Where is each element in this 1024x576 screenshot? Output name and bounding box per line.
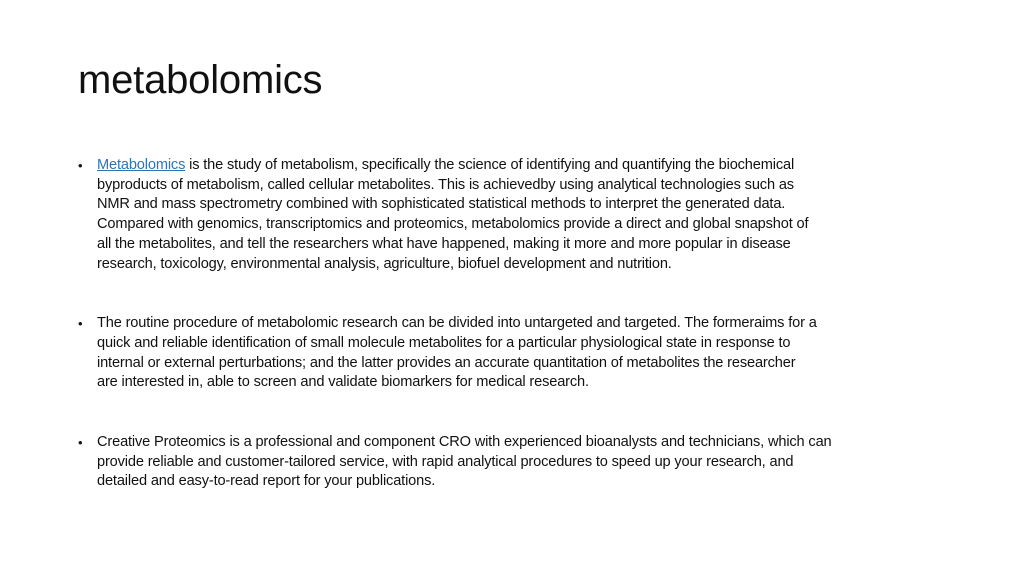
bullet-line: detailed and easy-to-read report for your publications. [97,473,436,490]
bullet-icon: • [78,158,83,173]
bullet-line: Creative Proteomics is a professional and component CRO with experienced bioanalysts and technicians, which can [97,434,832,451]
bullet-line: Compared with genomics, transcriptomics and proteomics, metabolomics provide a direct and global snapshot of [97,216,809,233]
bullet-item-routine-procedure [78,314,958,393]
bullet-line: quick and reliable identification of small molecule metabolites for a particular physiological state in response to [97,334,791,351]
bullet-line: research, toxicology, environmental analysis, agriculture, biofuel development and nutrition. [97,255,672,272]
bullet-text: is the study of metabolism, specifically the science of identifying and quantifying the biochemical [185,157,795,173]
bullet-item-metabolomics-definition [78,156,958,274]
bullet-list [78,156,958,492]
bullet-icon: • [78,435,83,451]
bullet-line: NMR and mass spectrometry combined with sophisticated statistical methods to interpret the generated data. [97,196,786,213]
bullet-line: byproducts of metabolism, called cellular metabolites. This is achievedby using analytical technologies such as [97,176,794,193]
bullet-line: provide reliable and customer-tailored service, with rapid analytical procedures to speed up your research, and [97,453,794,470]
bullet-line: internal or external perturbations; and the latter provides an accurate quantitation of metabolites the researcher [97,354,796,371]
slide-title: metabolomics [78,58,323,102]
bullet-line: are interested in, able to screen and validate biomarkers for medical research. [97,374,589,391]
bullet-line: The routine procedure of metabolomic research can be divided into untargeted and targeted. The formeraims for a [97,315,817,332]
bullet-item-creative-proteomics [78,433,958,492]
metabolomics-link[interactable]: Metabolomics [97,157,186,173]
bullet-line: all the metabolites, and tell the researchers what have happened, making it more and more popular in disease [97,235,791,252]
bullet-line [97,156,958,176]
bullet-icon: • [78,316,83,332]
